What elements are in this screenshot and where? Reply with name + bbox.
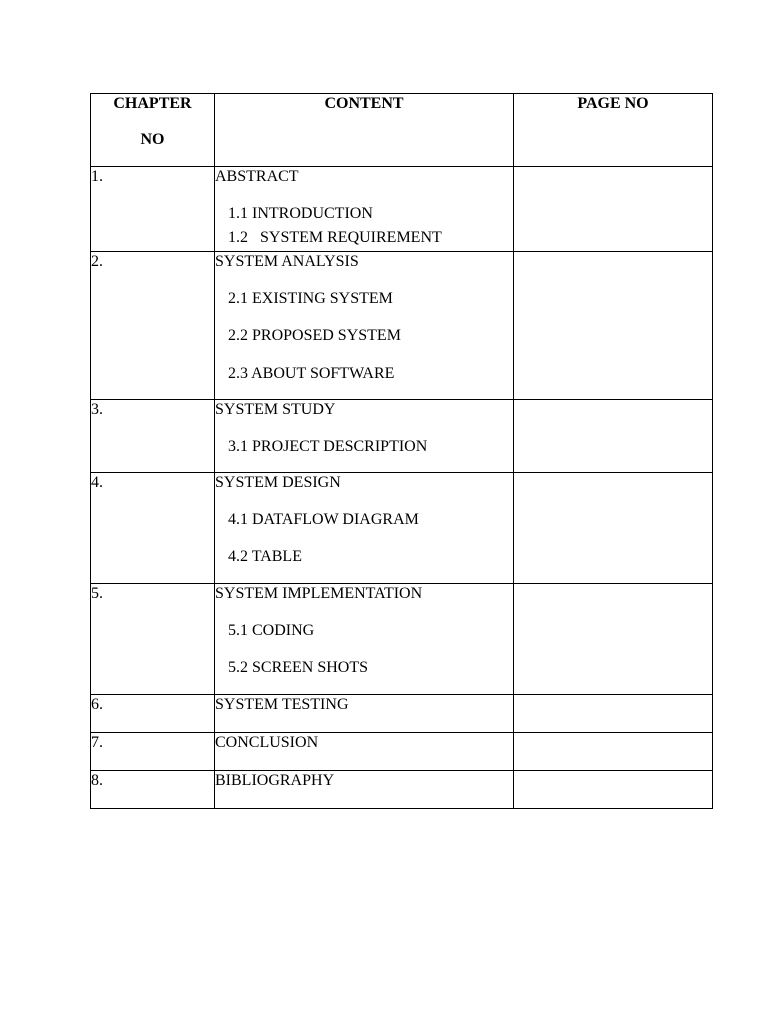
section-title: CONCLUSION <box>215 734 319 751</box>
subsection-item: 5.2 SCREEN SHOTS <box>228 659 369 677</box>
table-row <box>91 400 713 473</box>
table-row <box>91 695 713 733</box>
chapter-number: 6. <box>91 695 215 733</box>
page-number-cell <box>514 473 713 584</box>
chapter-content <box>215 473 514 584</box>
subsection-list <box>215 204 513 247</box>
subsection-item: 2.2 PROPOSED SYSTEM <box>228 327 401 345</box>
page-number-cell <box>514 167 713 252</box>
subsection-item: 5.1 CODING <box>228 622 315 640</box>
subsection-item: 3.1 PROJECT DESCRIPTION <box>228 438 428 456</box>
page-number-cell <box>514 584 713 695</box>
subsection-item: 1.1 INTRODUCTION <box>228 205 373 223</box>
table-row <box>91 473 713 584</box>
content-header: CONTENT <box>215 94 514 167</box>
section-title: SYSTEM STUDY <box>215 401 336 418</box>
page-no-header: PAGE NO <box>514 94 713 167</box>
section-title: SYSTEM ANALYSIS <box>215 253 359 270</box>
chapter-header-line2: NO <box>140 131 165 149</box>
header-row <box>91 94 713 167</box>
subsection-list <box>215 437 513 456</box>
subsection-item: 1.2 SYSTEM REQUIREMENT <box>228 229 442 247</box>
chapter-content <box>215 167 514 252</box>
table-of-contents <box>90 93 713 809</box>
chapter-header-line1: CHAPTER <box>113 95 192 112</box>
chapter-no-header <box>91 94 215 167</box>
page-number-cell <box>514 733 713 771</box>
table-row <box>91 252 713 400</box>
subsection-list <box>215 621 513 677</box>
section-title: SYSTEM DESIGN <box>215 474 341 491</box>
chapter-number: 4. <box>91 473 215 584</box>
table-row <box>91 733 713 771</box>
section-title: SYSTEM TESTING <box>215 696 349 713</box>
table-row <box>91 167 713 252</box>
chapter-content <box>215 584 514 695</box>
chapter-content <box>215 695 514 733</box>
section-title: BIBLIOGRAPHY <box>215 772 335 789</box>
chapter-number: 7. <box>91 733 215 771</box>
table-row <box>91 771 713 809</box>
chapter-number: 8. <box>91 771 215 809</box>
subsection-item: 2.3 ABOUT SOFTWARE <box>228 364 395 382</box>
chapter-content <box>215 733 514 771</box>
subsection-list <box>215 289 513 383</box>
chapter-content <box>215 400 514 473</box>
chapter-number: 3. <box>91 400 215 473</box>
page-number-cell <box>514 695 713 733</box>
chapter-number: 1. <box>91 167 215 252</box>
chapter-content <box>215 252 514 400</box>
chapter-number: 2. <box>91 252 215 400</box>
section-title: ABSTRACT <box>215 168 299 185</box>
section-title: SYSTEM IMPLEMENTATION <box>215 585 423 602</box>
chapter-number: 5. <box>91 584 215 695</box>
page-number-cell <box>514 400 713 473</box>
page-number-cell <box>514 771 713 809</box>
subsection-item: 4.2 TABLE <box>228 548 302 566</box>
subsection-item: 2.1 EXISTING SYSTEM <box>228 290 393 308</box>
chapter-content <box>215 771 514 809</box>
subsection-item: 4.1 DATAFLOW DIAGRAM <box>228 511 419 529</box>
table-row <box>91 584 713 695</box>
subsection-list <box>215 510 513 566</box>
page-number-cell <box>514 252 713 400</box>
